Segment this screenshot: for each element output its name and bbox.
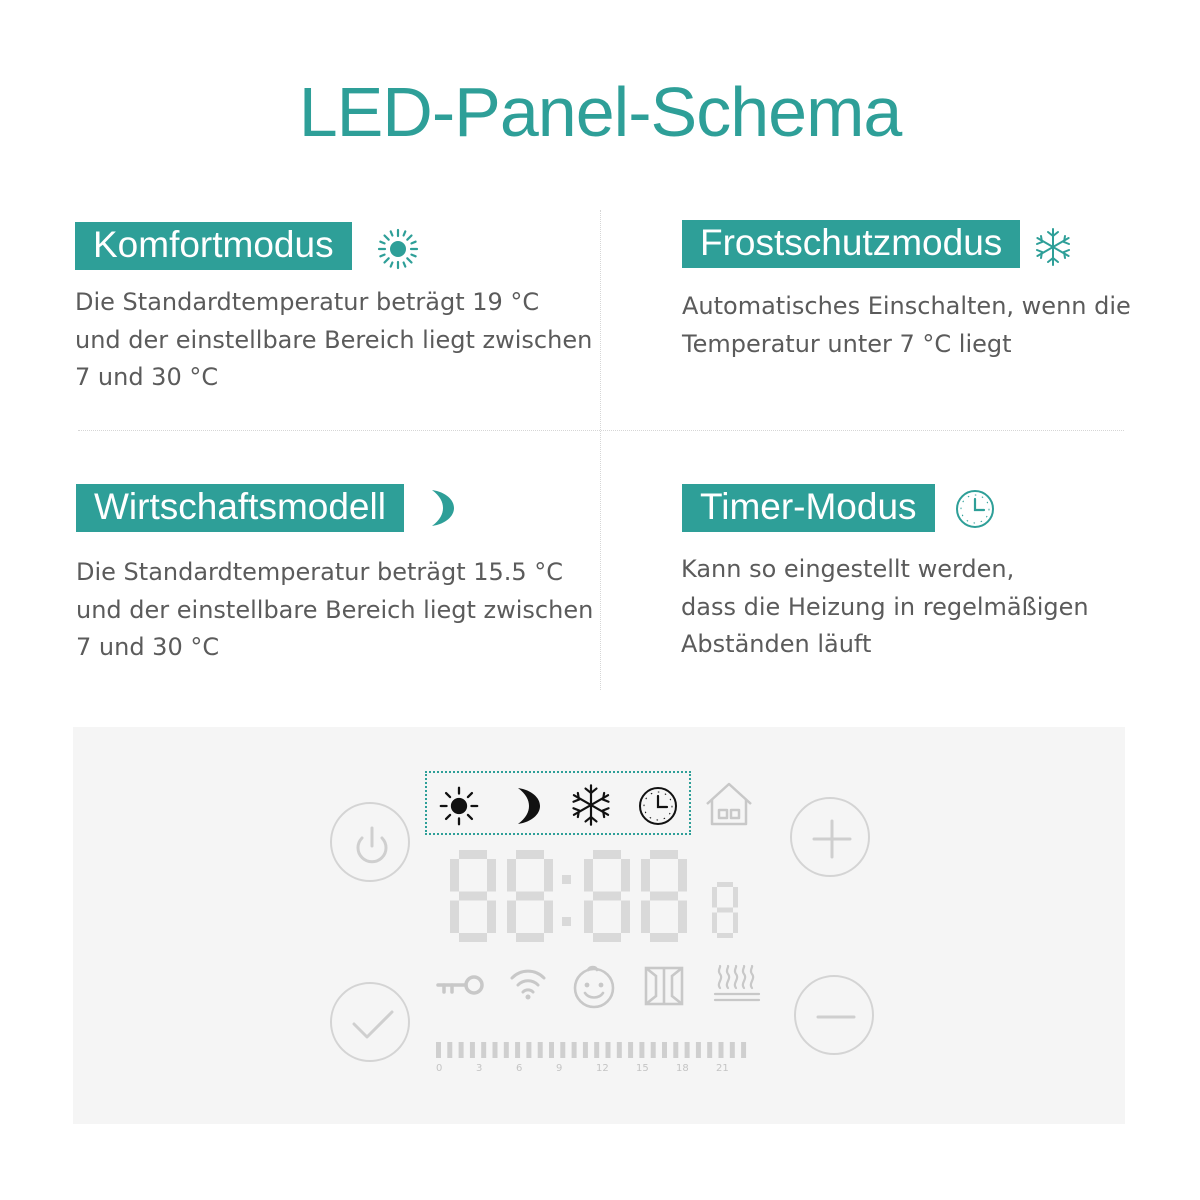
- mode-desc-economy: Die Standardtemperatur beträgt 15.5 °C und der einstellbare Bereich liegt zwischen 7 und 30 °C: [76, 558, 594, 661]
- level-segment: [493, 1042, 498, 1058]
- display-segment: [593, 892, 621, 901]
- display-segment: [507, 859, 516, 892]
- display-segment: [450, 901, 459, 934]
- level-segment: [741, 1042, 746, 1058]
- display-segment: [733, 913, 738, 934]
- display-segment: [641, 859, 650, 892]
- display-segment: [593, 850, 621, 859]
- sun-icon: [374, 225, 422, 273]
- display-segment: [733, 887, 738, 908]
- display-colon: [562, 917, 571, 926]
- window-icon: [644, 966, 684, 1006]
- display-segment: [516, 892, 544, 901]
- temperature-level-bar: [434, 1040, 754, 1060]
- level-segment: [639, 1042, 644, 1058]
- display-segment: [516, 933, 544, 942]
- panel-snowflake-icon: [568, 782, 614, 828]
- segment-display: [446, 845, 746, 945]
- level-segment: [538, 1042, 543, 1058]
- level-segment: [662, 1042, 667, 1058]
- level-segment: [606, 1042, 611, 1058]
- level-segment: [526, 1042, 531, 1058]
- display-segment: [593, 933, 621, 942]
- level-segment: [560, 1042, 565, 1058]
- panel-moon-icon: [510, 784, 546, 828]
- wifi-icon: [508, 966, 548, 1002]
- check-icon: [332, 984, 412, 1064]
- panel-clock-icon: [637, 785, 679, 827]
- display-segment: [717, 908, 733, 913]
- display-segment: [650, 850, 678, 859]
- scale-tick-label: 9: [556, 1063, 563, 1074]
- display-segment: [650, 892, 678, 901]
- child-face-icon: [570, 962, 618, 1010]
- display-segment: [507, 901, 516, 934]
- power-button[interactable]: [330, 802, 410, 882]
- level-segment: [719, 1042, 724, 1058]
- display-segment: [678, 859, 687, 892]
- key-icon: [434, 970, 486, 1002]
- display-segment: [712, 913, 717, 934]
- moon-icon: [424, 486, 460, 530]
- mode-desc-timer: Kann so eingestellt werden, dass die Heizung in regelmäßigen Abständen läuft: [681, 555, 1089, 658]
- level-segment: [594, 1042, 599, 1058]
- display-segment: [487, 859, 496, 892]
- level-segment: [549, 1042, 554, 1058]
- display-segment: [584, 859, 593, 892]
- divider-horizontal: [78, 430, 1124, 431]
- level-segment: [504, 1042, 509, 1058]
- display-segment: [584, 901, 593, 934]
- level-segment: [515, 1042, 520, 1058]
- level-segment: [583, 1042, 588, 1058]
- display-segment: [717, 882, 733, 887]
- level-segment: [696, 1042, 701, 1058]
- plus-icon: [792, 799, 872, 879]
- scale-tick-label: 6: [516, 1063, 523, 1074]
- scale-tick-label: 15: [636, 1063, 649, 1074]
- display-segment: [459, 850, 487, 859]
- display-segment: [516, 850, 544, 859]
- display-segment: [450, 859, 459, 892]
- mode-badge-comfort: Komfortmodus: [75, 222, 352, 270]
- display-segment: [621, 859, 630, 892]
- display-segment: [650, 933, 678, 942]
- divider-vertical: [600, 210, 601, 690]
- level-segment: [617, 1042, 622, 1058]
- scale-tick-label: 18: [676, 1063, 689, 1074]
- display-segment: [544, 901, 553, 934]
- mode-badge-economy: Wirtschaftsmodell: [76, 484, 404, 532]
- level-segment: [470, 1042, 475, 1058]
- minus-button[interactable]: [794, 975, 874, 1055]
- level-segment: [447, 1042, 452, 1058]
- panel-sun-icon: [436, 783, 482, 829]
- page-title: LED-Panel-Schema: [298, 73, 902, 151]
- snowflake-icon: [1032, 226, 1074, 268]
- mode-desc-comfort: Die Standardtemperatur beträgt 19 °C und der einstellbare Bereich liegt zwischen 7 und 30 °C: [75, 288, 593, 391]
- level-segment: [481, 1042, 486, 1058]
- level-segment: [651, 1042, 656, 1058]
- level-segment: [673, 1042, 678, 1058]
- scale-tick-label: 0: [436, 1063, 443, 1074]
- minus-icon: [796, 977, 876, 1057]
- power-icon: [332, 804, 412, 884]
- mode-desc-frost: Automatisches Einschalten, wenn die Temperatur unter 7 °C liegt: [682, 292, 1131, 358]
- clock-icon: [954, 488, 996, 530]
- house-icon: [704, 780, 754, 828]
- level-segment: [628, 1042, 633, 1058]
- display-segment: [544, 859, 553, 892]
- display-segment: [487, 901, 496, 934]
- scale-tick-label: 12: [596, 1063, 609, 1074]
- level-segment: [707, 1042, 712, 1058]
- display-segment: [678, 901, 687, 934]
- heating-icon: [712, 964, 762, 1004]
- level-segment: [685, 1042, 690, 1058]
- display-segment: [621, 901, 630, 934]
- level-segment: [436, 1042, 441, 1058]
- confirm-button[interactable]: [330, 982, 410, 1062]
- display-segment: [459, 892, 487, 901]
- mode-badge-timer: Timer-Modus: [682, 484, 935, 532]
- mode-badge-frost: Frostschutzmodus: [682, 220, 1020, 268]
- level-segment: [459, 1042, 464, 1058]
- level-segment: [572, 1042, 577, 1058]
- scale-tick-label: 3: [476, 1063, 483, 1074]
- plus-button[interactable]: [790, 797, 870, 877]
- scale-tick-label: 21: [716, 1063, 729, 1074]
- display-segment: [459, 933, 487, 942]
- display-segment: [712, 887, 717, 908]
- display-segment: [717, 933, 733, 938]
- level-segment: [730, 1042, 735, 1058]
- display-colon: [562, 875, 571, 884]
- display-segment: [641, 901, 650, 934]
